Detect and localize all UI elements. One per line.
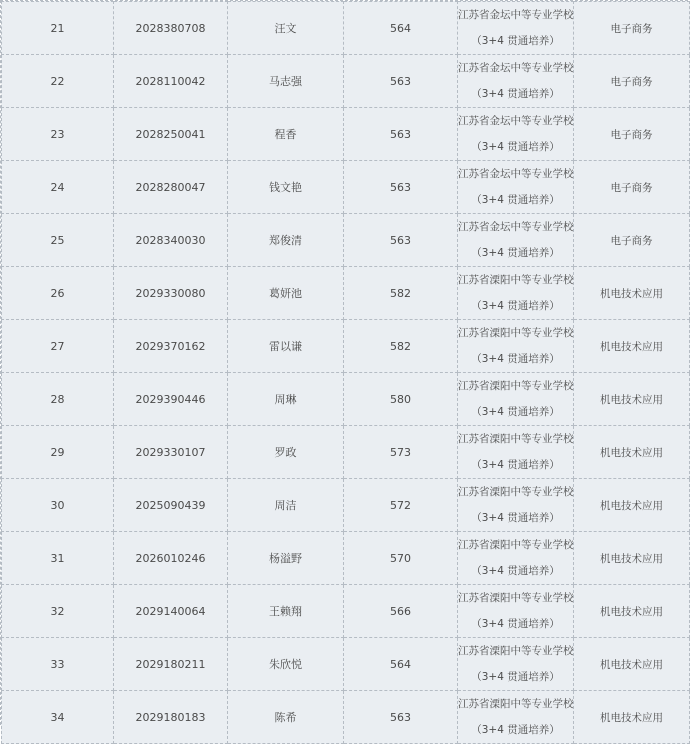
school-name: 江苏省溧阳中等专业学校 bbox=[458, 433, 574, 445]
table-row bbox=[2, 2, 690, 55]
table-row bbox=[2, 108, 690, 161]
score-cell: 563 bbox=[344, 108, 458, 161]
table-row bbox=[2, 161, 690, 214]
table-row bbox=[2, 426, 690, 479]
school-cell bbox=[458, 479, 574, 532]
program-type: （3+4 贯通培养） bbox=[471, 724, 560, 736]
exam-id-cell: 2028380708 bbox=[114, 2, 228, 55]
exam-id-cell: 2029180183 bbox=[114, 691, 228, 744]
program-type: （3+4 贯通培养） bbox=[471, 406, 560, 418]
program-type: （3+4 贯通培养） bbox=[471, 512, 560, 524]
row-number-cell: 29 bbox=[2, 426, 114, 479]
table-body bbox=[2, 2, 690, 744]
student-name-cell: 雷以谦 bbox=[228, 320, 344, 373]
table-row bbox=[2, 214, 690, 267]
program-type: （3+4 贯通培养） bbox=[471, 141, 560, 153]
student-name-cell: 葛妍池 bbox=[228, 267, 344, 320]
school-name: 江苏省溧阳中等专业学校 bbox=[458, 327, 574, 339]
school-name: 江苏省溧阳中等专业学校 bbox=[458, 698, 574, 710]
school-cell bbox=[458, 585, 574, 638]
row-number-cell: 22 bbox=[2, 55, 114, 108]
exam-id-cell: 2029330080 bbox=[114, 267, 228, 320]
student-name-cell: 周洁 bbox=[228, 479, 344, 532]
student-name-cell: 罗政 bbox=[228, 426, 344, 479]
student-name-cell: 郑俊清 bbox=[228, 214, 344, 267]
school-name: 江苏省溧阳中等专业学校 bbox=[458, 380, 574, 392]
school-name: 江苏省金坛中等专业学校 bbox=[458, 115, 574, 127]
school-cell bbox=[458, 532, 574, 585]
row-number-cell: 31 bbox=[2, 532, 114, 585]
table-row bbox=[2, 320, 690, 373]
program-type: （3+4 贯通培养） bbox=[471, 618, 560, 630]
major-cell: 电子商务 bbox=[574, 2, 690, 55]
exam-id-cell: 2029370162 bbox=[114, 320, 228, 373]
school-name: 江苏省溧阳中等专业学校 bbox=[458, 645, 574, 657]
school-cell bbox=[458, 426, 574, 479]
row-number-cell: 25 bbox=[2, 214, 114, 267]
student-name-cell: 朱欣悦 bbox=[228, 638, 344, 691]
major-cell: 机电技术应用 bbox=[574, 479, 690, 532]
student-name-cell: 杨溢野 bbox=[228, 532, 344, 585]
program-type: （3+4 贯通培养） bbox=[471, 353, 560, 365]
school-cell bbox=[458, 373, 574, 426]
student-name-cell: 钱文艳 bbox=[228, 161, 344, 214]
school-name: 江苏省金坛中等专业学校 bbox=[458, 221, 574, 233]
exam-id-cell: 2028110042 bbox=[114, 55, 228, 108]
program-type: （3+4 贯通培养） bbox=[471, 88, 560, 100]
table-row bbox=[2, 585, 690, 638]
major-cell: 电子商务 bbox=[574, 55, 690, 108]
school-cell bbox=[458, 108, 574, 161]
student-name-cell: 陈希 bbox=[228, 691, 344, 744]
table-row bbox=[2, 638, 690, 691]
program-type: （3+4 贯通培养） bbox=[471, 459, 560, 471]
major-cell: 机电技术应用 bbox=[574, 585, 690, 638]
score-cell: 563 bbox=[344, 161, 458, 214]
major-cell: 机电技术应用 bbox=[574, 638, 690, 691]
student-name-cell: 汪文 bbox=[228, 2, 344, 55]
row-number-cell: 32 bbox=[2, 585, 114, 638]
major-cell: 机电技术应用 bbox=[574, 320, 690, 373]
score-cell: 582 bbox=[344, 267, 458, 320]
student-name-cell: 马志强 bbox=[228, 55, 344, 108]
row-number-cell: 21 bbox=[2, 2, 114, 55]
score-cell: 580 bbox=[344, 373, 458, 426]
row-number-cell: 34 bbox=[2, 691, 114, 744]
school-name: 江苏省金坛中等专业学校 bbox=[458, 62, 574, 74]
table-row bbox=[2, 373, 690, 426]
admission-table bbox=[1, 1, 690, 744]
table-row bbox=[2, 479, 690, 532]
exam-id-cell: 2028250041 bbox=[114, 108, 228, 161]
student-name-cell: 程香 bbox=[228, 108, 344, 161]
table-row bbox=[2, 691, 690, 744]
score-cell: 566 bbox=[344, 585, 458, 638]
exam-id-cell: 2028280047 bbox=[114, 161, 228, 214]
school-cell bbox=[458, 320, 574, 373]
table-row bbox=[2, 55, 690, 108]
exam-id-cell: 2028340030 bbox=[114, 214, 228, 267]
table-row bbox=[2, 532, 690, 585]
exam-id-cell: 2025090439 bbox=[114, 479, 228, 532]
school-cell bbox=[458, 638, 574, 691]
row-number-cell: 24 bbox=[2, 161, 114, 214]
row-number-cell: 30 bbox=[2, 479, 114, 532]
school-cell bbox=[458, 161, 574, 214]
major-cell: 电子商务 bbox=[574, 108, 690, 161]
major-cell: 机电技术应用 bbox=[574, 267, 690, 320]
program-type: （3+4 贯通培养） bbox=[471, 671, 560, 683]
school-name: 江苏省溧阳中等专业学校 bbox=[458, 539, 574, 551]
exam-id-cell: 2029330107 bbox=[114, 426, 228, 479]
major-cell: 电子商务 bbox=[574, 161, 690, 214]
row-number-cell: 33 bbox=[2, 638, 114, 691]
student-name-cell: 王赖翔 bbox=[228, 585, 344, 638]
school-cell bbox=[458, 214, 574, 267]
row-number-cell: 23 bbox=[2, 108, 114, 161]
score-cell: 563 bbox=[344, 691, 458, 744]
score-cell: 564 bbox=[344, 2, 458, 55]
school-cell bbox=[458, 267, 574, 320]
exam-id-cell: 2029140064 bbox=[114, 585, 228, 638]
school-name: 江苏省溧阳中等专业学校 bbox=[458, 274, 574, 286]
school-cell bbox=[458, 55, 574, 108]
student-name-cell: 周琳 bbox=[228, 373, 344, 426]
row-number-cell: 27 bbox=[2, 320, 114, 373]
program-type: （3+4 贯通培养） bbox=[471, 565, 560, 577]
program-type: （3+4 贯通培养） bbox=[471, 194, 560, 206]
school-name: 江苏省金坛中等专业学校 bbox=[458, 9, 574, 21]
school-cell bbox=[458, 2, 574, 55]
score-cell: 582 bbox=[344, 320, 458, 373]
program-type: （3+4 贯通培养） bbox=[471, 35, 560, 47]
major-cell: 机电技术应用 bbox=[574, 426, 690, 479]
score-cell: 573 bbox=[344, 426, 458, 479]
school-name: 江苏省溧阳中等专业学校 bbox=[458, 486, 574, 498]
school-name: 江苏省金坛中等专业学校 bbox=[458, 168, 574, 180]
row-number-cell: 26 bbox=[2, 267, 114, 320]
score-cell: 572 bbox=[344, 479, 458, 532]
exam-id-cell: 2029390446 bbox=[114, 373, 228, 426]
program-type: （3+4 贯通培养） bbox=[471, 300, 560, 312]
program-type: （3+4 贯通培养） bbox=[471, 247, 560, 259]
table-row bbox=[2, 267, 690, 320]
major-cell: 机电技术应用 bbox=[574, 691, 690, 744]
school-cell bbox=[458, 691, 574, 744]
major-cell: 电子商务 bbox=[574, 214, 690, 267]
score-cell: 564 bbox=[344, 638, 458, 691]
score-cell: 570 bbox=[344, 532, 458, 585]
score-cell: 563 bbox=[344, 214, 458, 267]
school-name: 江苏省溧阳中等专业学校 bbox=[458, 592, 574, 604]
major-cell: 机电技术应用 bbox=[574, 373, 690, 426]
exam-id-cell: 2026010246 bbox=[114, 532, 228, 585]
exam-id-cell: 2029180211 bbox=[114, 638, 228, 691]
score-cell: 563 bbox=[344, 55, 458, 108]
row-number-cell: 28 bbox=[2, 373, 114, 426]
major-cell: 机电技术应用 bbox=[574, 532, 690, 585]
